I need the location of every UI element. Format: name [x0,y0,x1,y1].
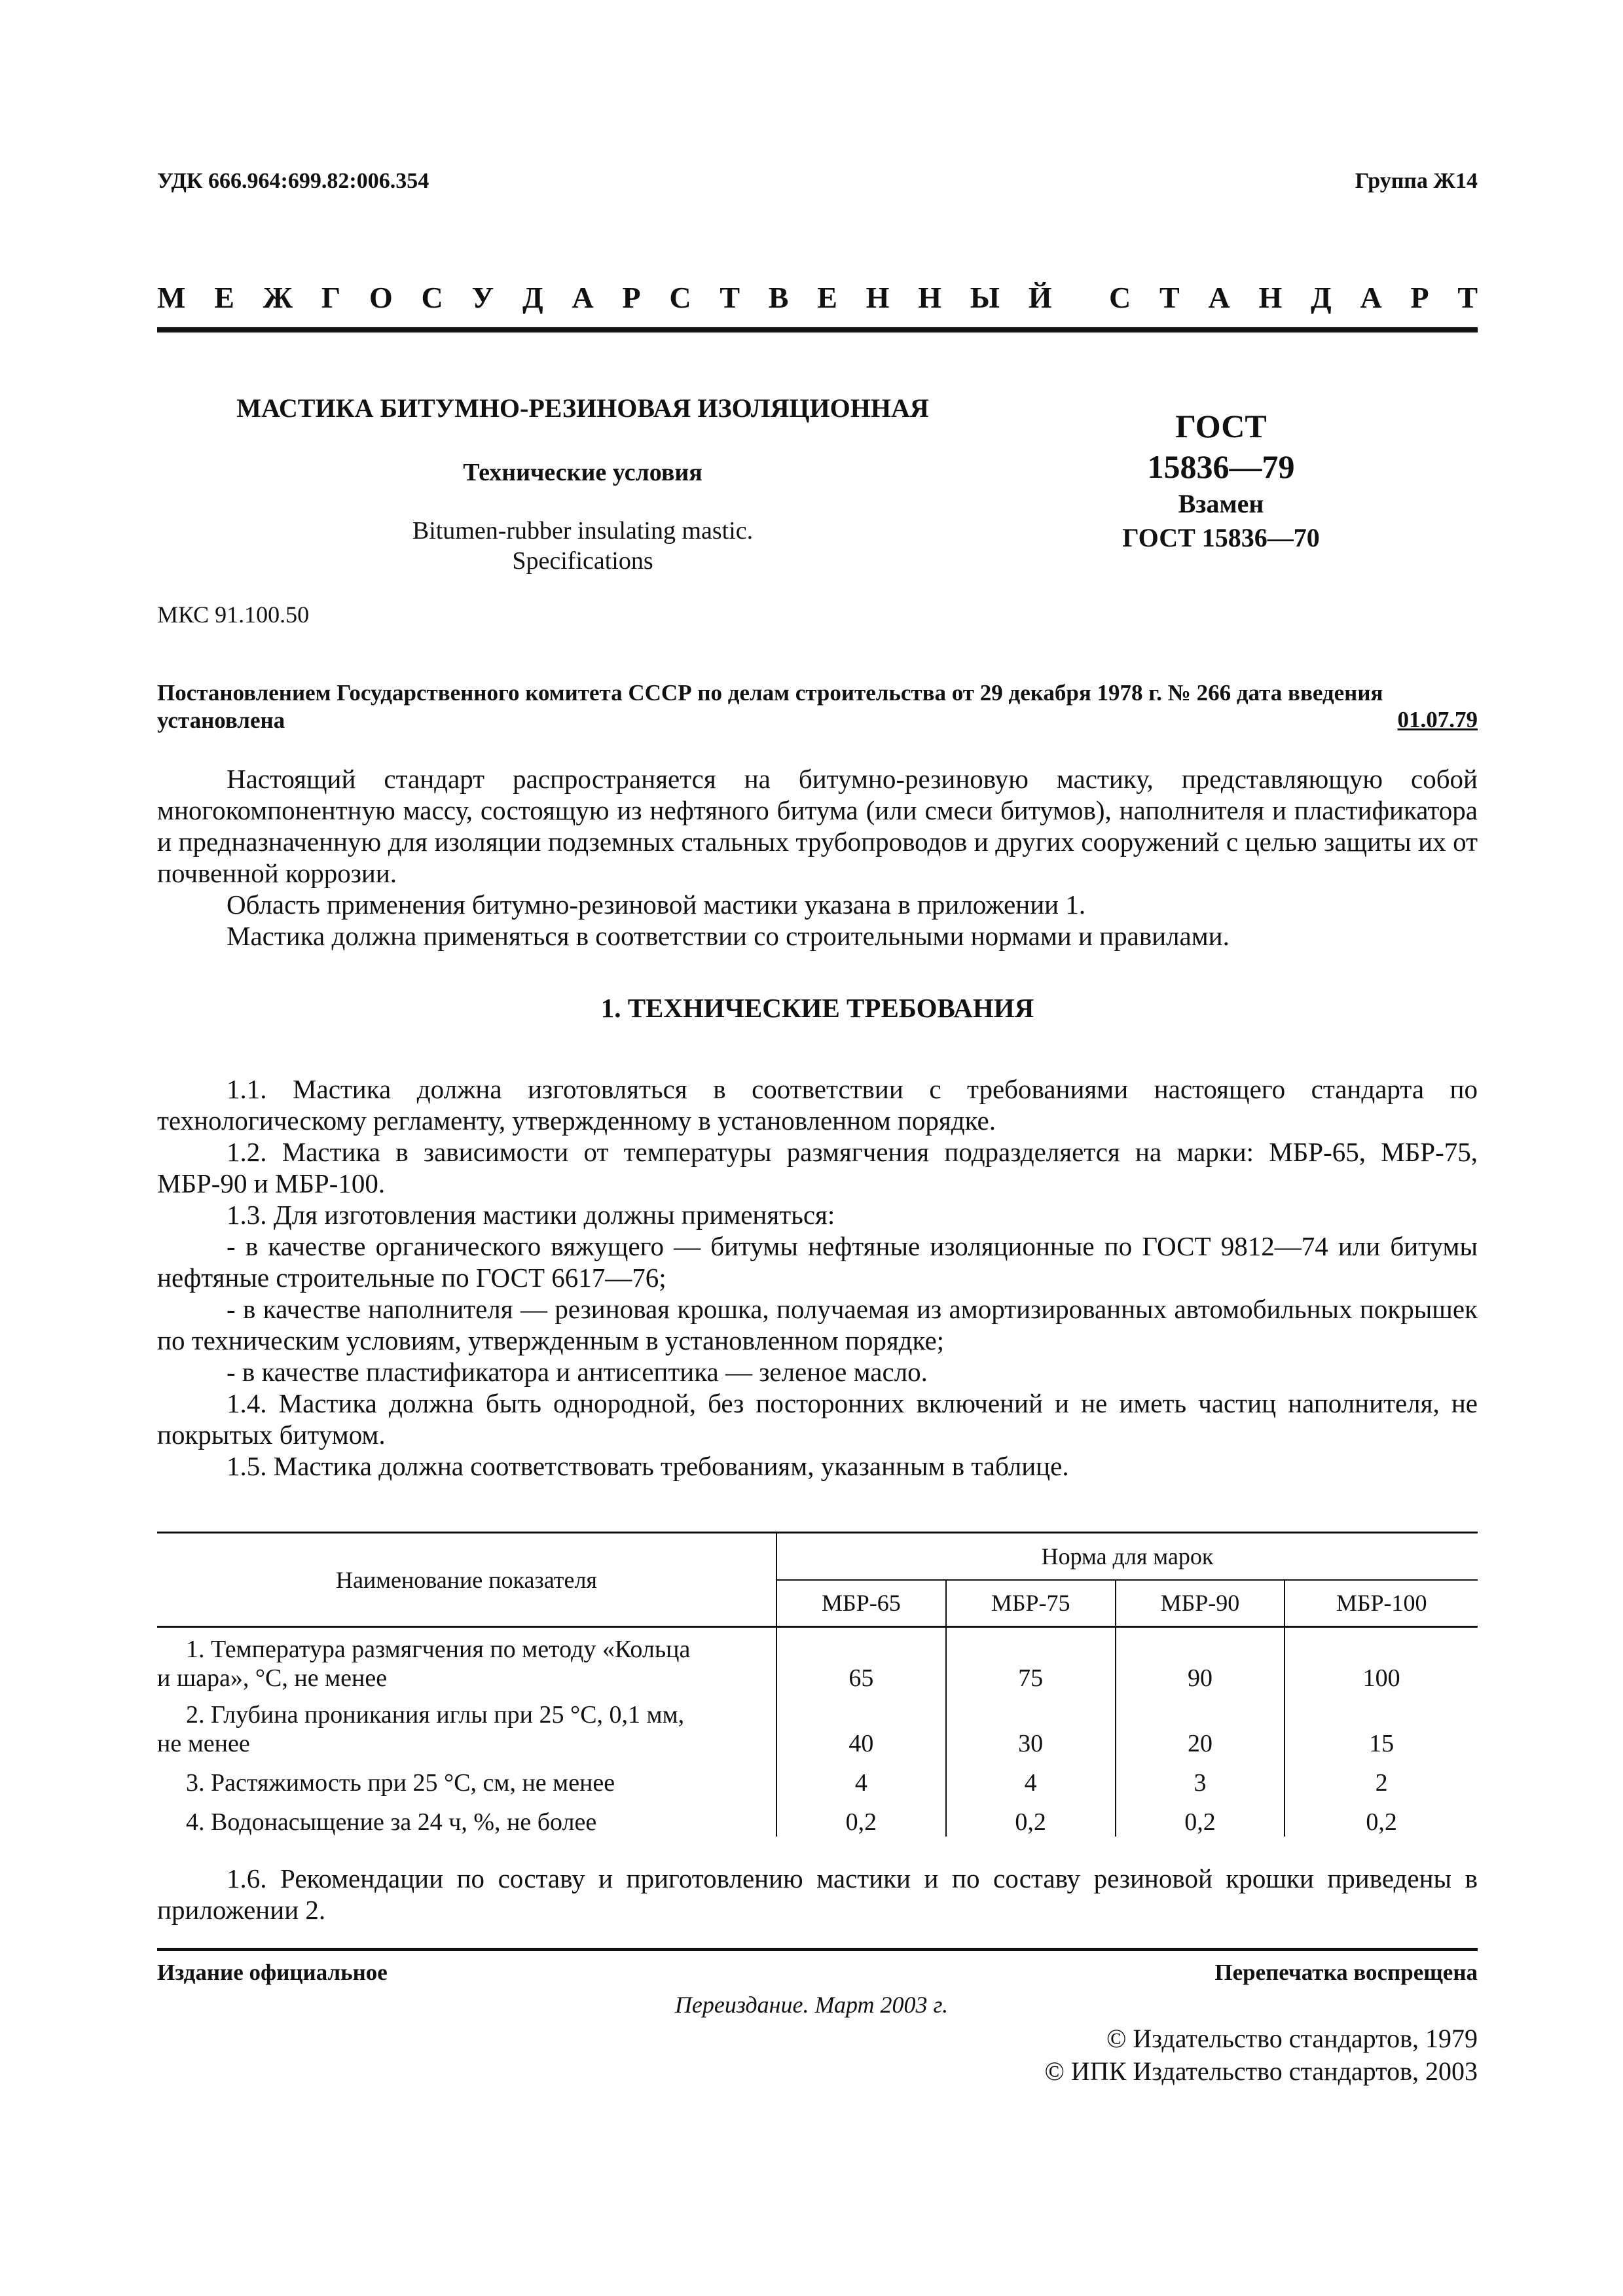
row-value: 2 [1375,1768,1388,1797]
banner-letter: Т [1159,281,1180,314]
banner-letter: Ж [263,281,293,314]
table-header-name: Наименование показателя [157,1533,776,1627]
row-value: 75 [946,1627,1116,1693]
banner-letter: Г [321,281,341,314]
clause-text: 1.6. Рекомендации по составу и приготовлению мастики и по составу резиновой крошки приведены в приложении 2. [157,1863,1478,1925]
banner-letter: Р [622,281,641,314]
intro-paragraph [157,763,1478,889]
interstate-standard-banner [157,280,1478,315]
copyright-block [1045,2022,1478,2088]
table-header-grade: МБР-90 [1116,1580,1285,1627]
copyright-line: © ИПК Издательство стандартов, 2003 [1044,2056,1478,2086]
clause-paragraph [157,1136,1478,1199]
banner-letter: Е [214,281,234,314]
banner-letter: Д [1311,281,1332,314]
clause-text: 1.2. Мастика в зависимости от температуры размягчения подразделяется на марки: МБР-65, МБР-75, МБР-90 и МБР-100. [157,1137,1478,1198]
mks-code: МКС 91.100.50 [157,601,310,628]
banner-letter: Д [522,281,543,314]
section-heading: 1. ТЕХНИЧЕСКИЕ ТРЕБОВАНИЯ [600,993,1034,1023]
banner-letter: Т [720,281,740,314]
official-edition: Издание официальное [157,1960,388,1985]
table-header-grade: МБР-100 [1285,1580,1478,1627]
banner-letter: Й [1028,281,1052,314]
row-name-line2: не менее [157,1729,250,1757]
clause-paragraph [157,1199,1478,1230]
banner-letter: М [157,281,186,314]
clause-text: 1.4. Мастика должна быть однородной, без посторонних включений и не иметь частиц наполнителя, не покрытых битумом. [157,1388,1478,1450]
banner-letter: О [369,281,393,314]
row-value: 4 [776,1758,946,1797]
intro-paragraph [157,889,1478,920]
banner-letter: Е [817,281,837,314]
table-header-norm: Норма для марок [776,1533,1478,1580]
row-value: 100 [1362,1664,1400,1692]
clause-paragraph [157,1356,1478,1388]
row-value: 30 [946,1693,1116,1758]
clause-text: 1.1. Мастика должна изготовляться в соответствии с требованиями настоящего стандарта по технологическому регламенту, утвержденному в установленном порядке. [157,1074,1478,1136]
reprint-prohibited: Перепечатка воспрещена [1214,1960,1478,1985]
row-value: 65 [776,1627,946,1693]
intro-paragraph-text: Настоящий стандарт распространяется на битумно-резиновую мастику, представляющую собой многокомпонентную массу, состоящую из нефтяного битума (или смеси битумов), наполнителя и пластификатора и предназначенную для изоляции подземных стальных трубопроводов и других сооружений с целью защиты их от почвенной коррозии. [157,764,1478,888]
row-value: 90 [1116,1627,1285,1693]
intro-paragraph-text: Область применения битумно-резиновой мастики указана в приложении 1. [227,889,1086,920]
header-divider [157,327,1478,332]
row-value: 0,2 [1366,1808,1397,1836]
banner-letter: Т [1457,281,1478,314]
row-value: 15 [1369,1729,1395,1757]
row-value: 20 [1116,1693,1285,1758]
decree-text: Постановлением Государственного комитета СССР по делам строительства от 29 декабря 1978 г. № 266 дата введения установлена [157,680,1383,733]
clause-paragraph [157,1863,1478,1926]
clause-paragraph [157,1450,1478,1482]
clause-paragraph [157,1073,1478,1136]
clause-paragraph [157,1230,1478,1293]
intro-paragraph [157,920,1478,952]
banner-letter: В [768,281,789,314]
row-name-cell: 3. Растяжимость при 25 °С, см, не менее [157,1758,776,1797]
row-name-cell [157,1693,776,1758]
document-title: МАСТИКА БИТУМНО-РЕЗИНОВАЯ ИЗОЛЯЦИОННАЯ [236,393,929,423]
banner-letter: С [1109,281,1131,314]
clause-paragraph [157,1293,1478,1356]
clause-text: 1.3. Для изготовления мастики должны применяться: [227,1200,835,1230]
banner-letter: Н [918,281,941,314]
row-value: 40 [776,1693,946,1758]
banner-letter: А [1360,281,1382,314]
clause-text: - в качестве органического вяжущего — битумы нефтяные изоляционные по ГОСТ 9812—74 или битумы нефтяные строительные по ГОСТ 6617—76; [157,1231,1478,1293]
row-value: 4 [946,1758,1116,1797]
table-row [157,1627,1478,1693]
row-value: 3 [1116,1758,1285,1797]
row-name-line2: и шара», °С, не менее [157,1664,388,1692]
document-subtitle: Технические условия [463,459,702,486]
footer-divider [157,1948,1478,1951]
row-name-line1: 1. Температура размягчения по методу «Кольца [186,1635,691,1663]
banner-letter: Н [1258,281,1283,314]
banner-letter: Р [1410,281,1429,314]
reissue-note: Переиздание. Март 2003 г. [674,1992,949,2018]
clause-text: - в качестве наполнителя — резиновая крошка, получаемая из амортизированных автомобильных покрышек по техническим условиям, утвержденным в установленном порядке; [157,1294,1478,1355]
banner-letter: А [572,281,594,314]
requirements-table [157,1532,1478,1837]
gost-label: ГОСТ [1175,408,1267,444]
gost-designation [1074,406,1368,555]
banner-letter: А [1208,281,1230,314]
replaces-gost: ГОСТ 15836—70 [1122,523,1320,552]
gost-number: 15836—79 [1147,448,1295,485]
effective-date: 01.07.79 [1397,707,1478,732]
row-name-cell: 4. Водонасыщение за 24 ч, %, не более [157,1797,776,1837]
banner-letter: С [669,281,691,314]
banner-letter: У [471,281,494,314]
table-header-grade: МБР-65 [776,1580,946,1627]
banner-letter: Н [866,281,890,314]
english-title-line1: Bitumen-rubber insulating mastic. [412,517,754,545]
intro-paragraph-text: Мастика должна применяться в соответствии со строительными нормами и правилами. [227,921,1230,951]
banner-letter: Ы [970,281,1000,314]
row-name-cell [157,1627,776,1693]
table-row [157,1797,1478,1837]
replaces-label: Взамен [1178,489,1264,518]
group-code: Группа Ж14 [1355,169,1478,193]
clause-text: - в качестве пластификатора и антисептика — зеленое масло. [227,1357,928,1387]
table-row [157,1758,1478,1797]
clause-paragraph [157,1388,1478,1450]
row-value: 0,2 [1116,1797,1285,1837]
udk-code: УДК 666.964:699.82:006.354 [157,169,429,193]
table-row [157,1693,1478,1758]
english-title [157,516,1008,576]
row-name-line1: 2. Глубина проникания иглы при 25 °С, 0,1 мм, [186,1700,685,1729]
table-header-grade: МБР-75 [946,1580,1116,1627]
copyright-line: © Издательство стандартов, 1979 [1106,2024,1478,2053]
clause-text: 1.5. Мастика должна соответствовать требованиям, указанным в таблице. [227,1451,1069,1481]
row-value: 0,2 [776,1797,946,1837]
row-value: 0,2 [946,1797,1116,1837]
banner-letter: С [421,281,443,314]
english-title-line2: Specifications [512,547,653,575]
